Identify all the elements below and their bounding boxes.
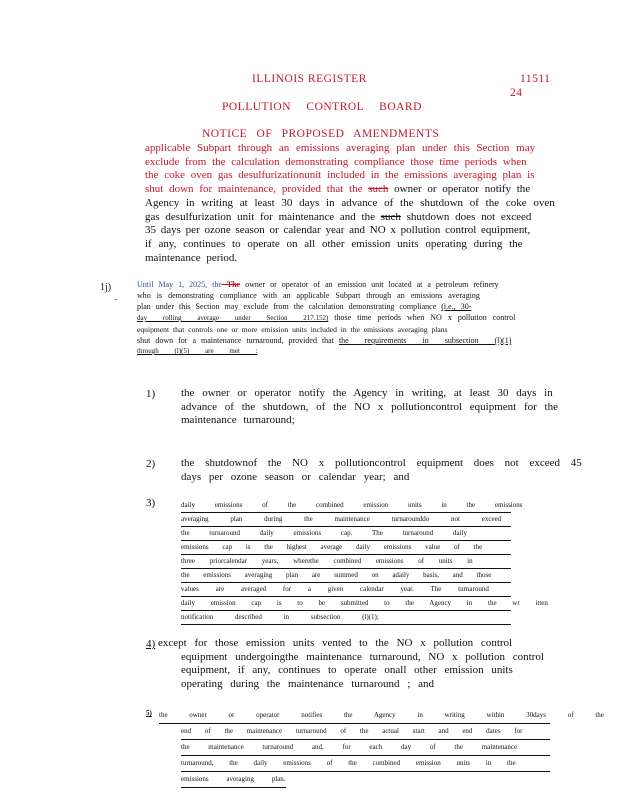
intro-line: 35 days per ozone season or calendar year and NO x pollution control equipment, <box>145 224 531 237</box>
struck-text: The <box>221 280 241 289</box>
section-j-line: shut down for a maintenance turnaround, provided that the requirements in subsection (l)(1) <box>137 336 512 345</box>
item-1 <box>181 387 558 428</box>
struck-text: such <box>380 210 401 223</box>
item-line: the shutdownof the NO x pollutioncontrol equipment does not exceed 45 <box>181 457 582 469</box>
item-number: 3) <box>146 497 156 509</box>
item-line: end of the maintenance turnaround of the actual start and end dates for <box>181 724 550 740</box>
intro-line: applicable Subpart through an emissions averaging plan under this Section may <box>145 142 536 154</box>
item-number: 1) <box>146 388 156 400</box>
item-line: advance of the shutdown, of the NO x pollutioncontrol equipment for the <box>181 400 558 413</box>
item-5 <box>159 708 604 788</box>
board-name: POLLUTION CONTROL BOARD <box>222 101 422 113</box>
item-line: the owner or operator notify the Agency in writing, at least 30 days in <box>181 387 553 399</box>
item-3 <box>181 499 548 625</box>
register-title: ILLINOIS REGISTER <box>252 73 367 85</box>
item-4 <box>158 637 544 692</box>
intro-line: gas desulfurization unit for maintenance and the such shutdown does not exceed <box>145 210 532 223</box>
item-line: three priorcalendar years, wherethe combined emissions of units in <box>181 555 511 569</box>
item-line: daily emission cap is to be submitted to the Agency in the wr itten <box>181 597 511 611</box>
item-line: averaging plan during the maintenance turnarounddo not exceed <box>181 513 511 527</box>
item-number: 5) <box>146 709 152 717</box>
struck-text: such <box>368 183 389 196</box>
item-line: turnaround, the daily emissions of the combined emission units in the <box>181 756 550 772</box>
item-2 <box>181 457 582 484</box>
item-line: daily emissions of the combined emission units in the emissions <box>181 499 511 513</box>
item-line: emissions averaging plan. <box>181 772 286 788</box>
item-line: equipment, if any, continues to operate onall other emission units <box>181 664 513 677</box>
section-marker: 1j) <box>100 282 112 293</box>
notice-heading: NOTICE OF PROPOSED AMENDMENTS <box>202 128 440 140</box>
item-line: values are averaged for a given calendar year. The turnaround <box>181 583 511 597</box>
item-line: the turnaround daily emissions cap. The turnaround daily <box>181 527 511 541</box>
item-line: emissions cap is the highest average daily emissions value of the <box>181 541 511 555</box>
item-number: 4) <box>146 638 156 650</box>
item-number: 2) <box>146 458 156 470</box>
intro-line: shut down for maintenance, provided that the such owner or operator notify the <box>145 183 531 196</box>
page-number: 11511 <box>520 73 551 85</box>
intro-line: Agency in writing at least 30 days in advance of the shutdown of the coke oven <box>145 196 555 209</box>
intro-line: if any, continues to operate on all other emission units operating during the <box>145 237 523 250</box>
item-line: operating during the maintenance turnaround ; and <box>181 678 434 691</box>
section-dash: - <box>114 294 118 305</box>
section-j-paragraph <box>137 279 557 357</box>
intro-line: the coke oven gas desulfurizationunit included in the emissions averaging plan is <box>145 169 535 182</box>
item-line: except for those emission units vented to the NO x pollution control <box>158 637 513 649</box>
section-j-line: day rolling average under Section 217.152) those time periods when NO x pollution control <box>137 313 516 322</box>
intro-paragraph <box>145 142 555 265</box>
section-j-line: plan under this Section may exclude from the calculation demonstrating compliance (i.e., 30- <box>137 302 472 311</box>
page-number-suffix: 24 <box>510 87 523 99</box>
section-j-line: Until May 1, 2025, the The owner or operator of an emission unit located at a petroleum refinery <box>137 280 499 289</box>
section-j-line: equipment that controls one or more emission units included in the emissions averaging plans <box>137 325 448 334</box>
item-line: notification described in subsection (l)(1); <box>181 611 511 625</box>
item-line: equipment undergoingthe maintenance turnaround, NO x pollution control <box>181 650 544 663</box>
item-line: maintenance turnaround; <box>181 414 295 427</box>
intro-line: maintenance period. <box>145 251 238 264</box>
intro-line: exclude from the calculation demonstrating compliance those time periods when <box>145 155 527 168</box>
item-line: the maintenance turnaround and, for each day of the maintenance <box>181 740 550 756</box>
item-line: days per ozone season or calendar year; and <box>181 470 410 483</box>
section-j-line: through (l)(5) are met : <box>137 347 258 355</box>
item-line: the emissions averaging plan are summed on adaily basis, and those <box>181 569 511 583</box>
section-j-line: who is demonstrating compliance with an applicable Subpart through an emissions averaging <box>137 291 480 300</box>
item-line: the owner or operator notifies the Agency in writing within 30days of the <box>159 708 550 724</box>
